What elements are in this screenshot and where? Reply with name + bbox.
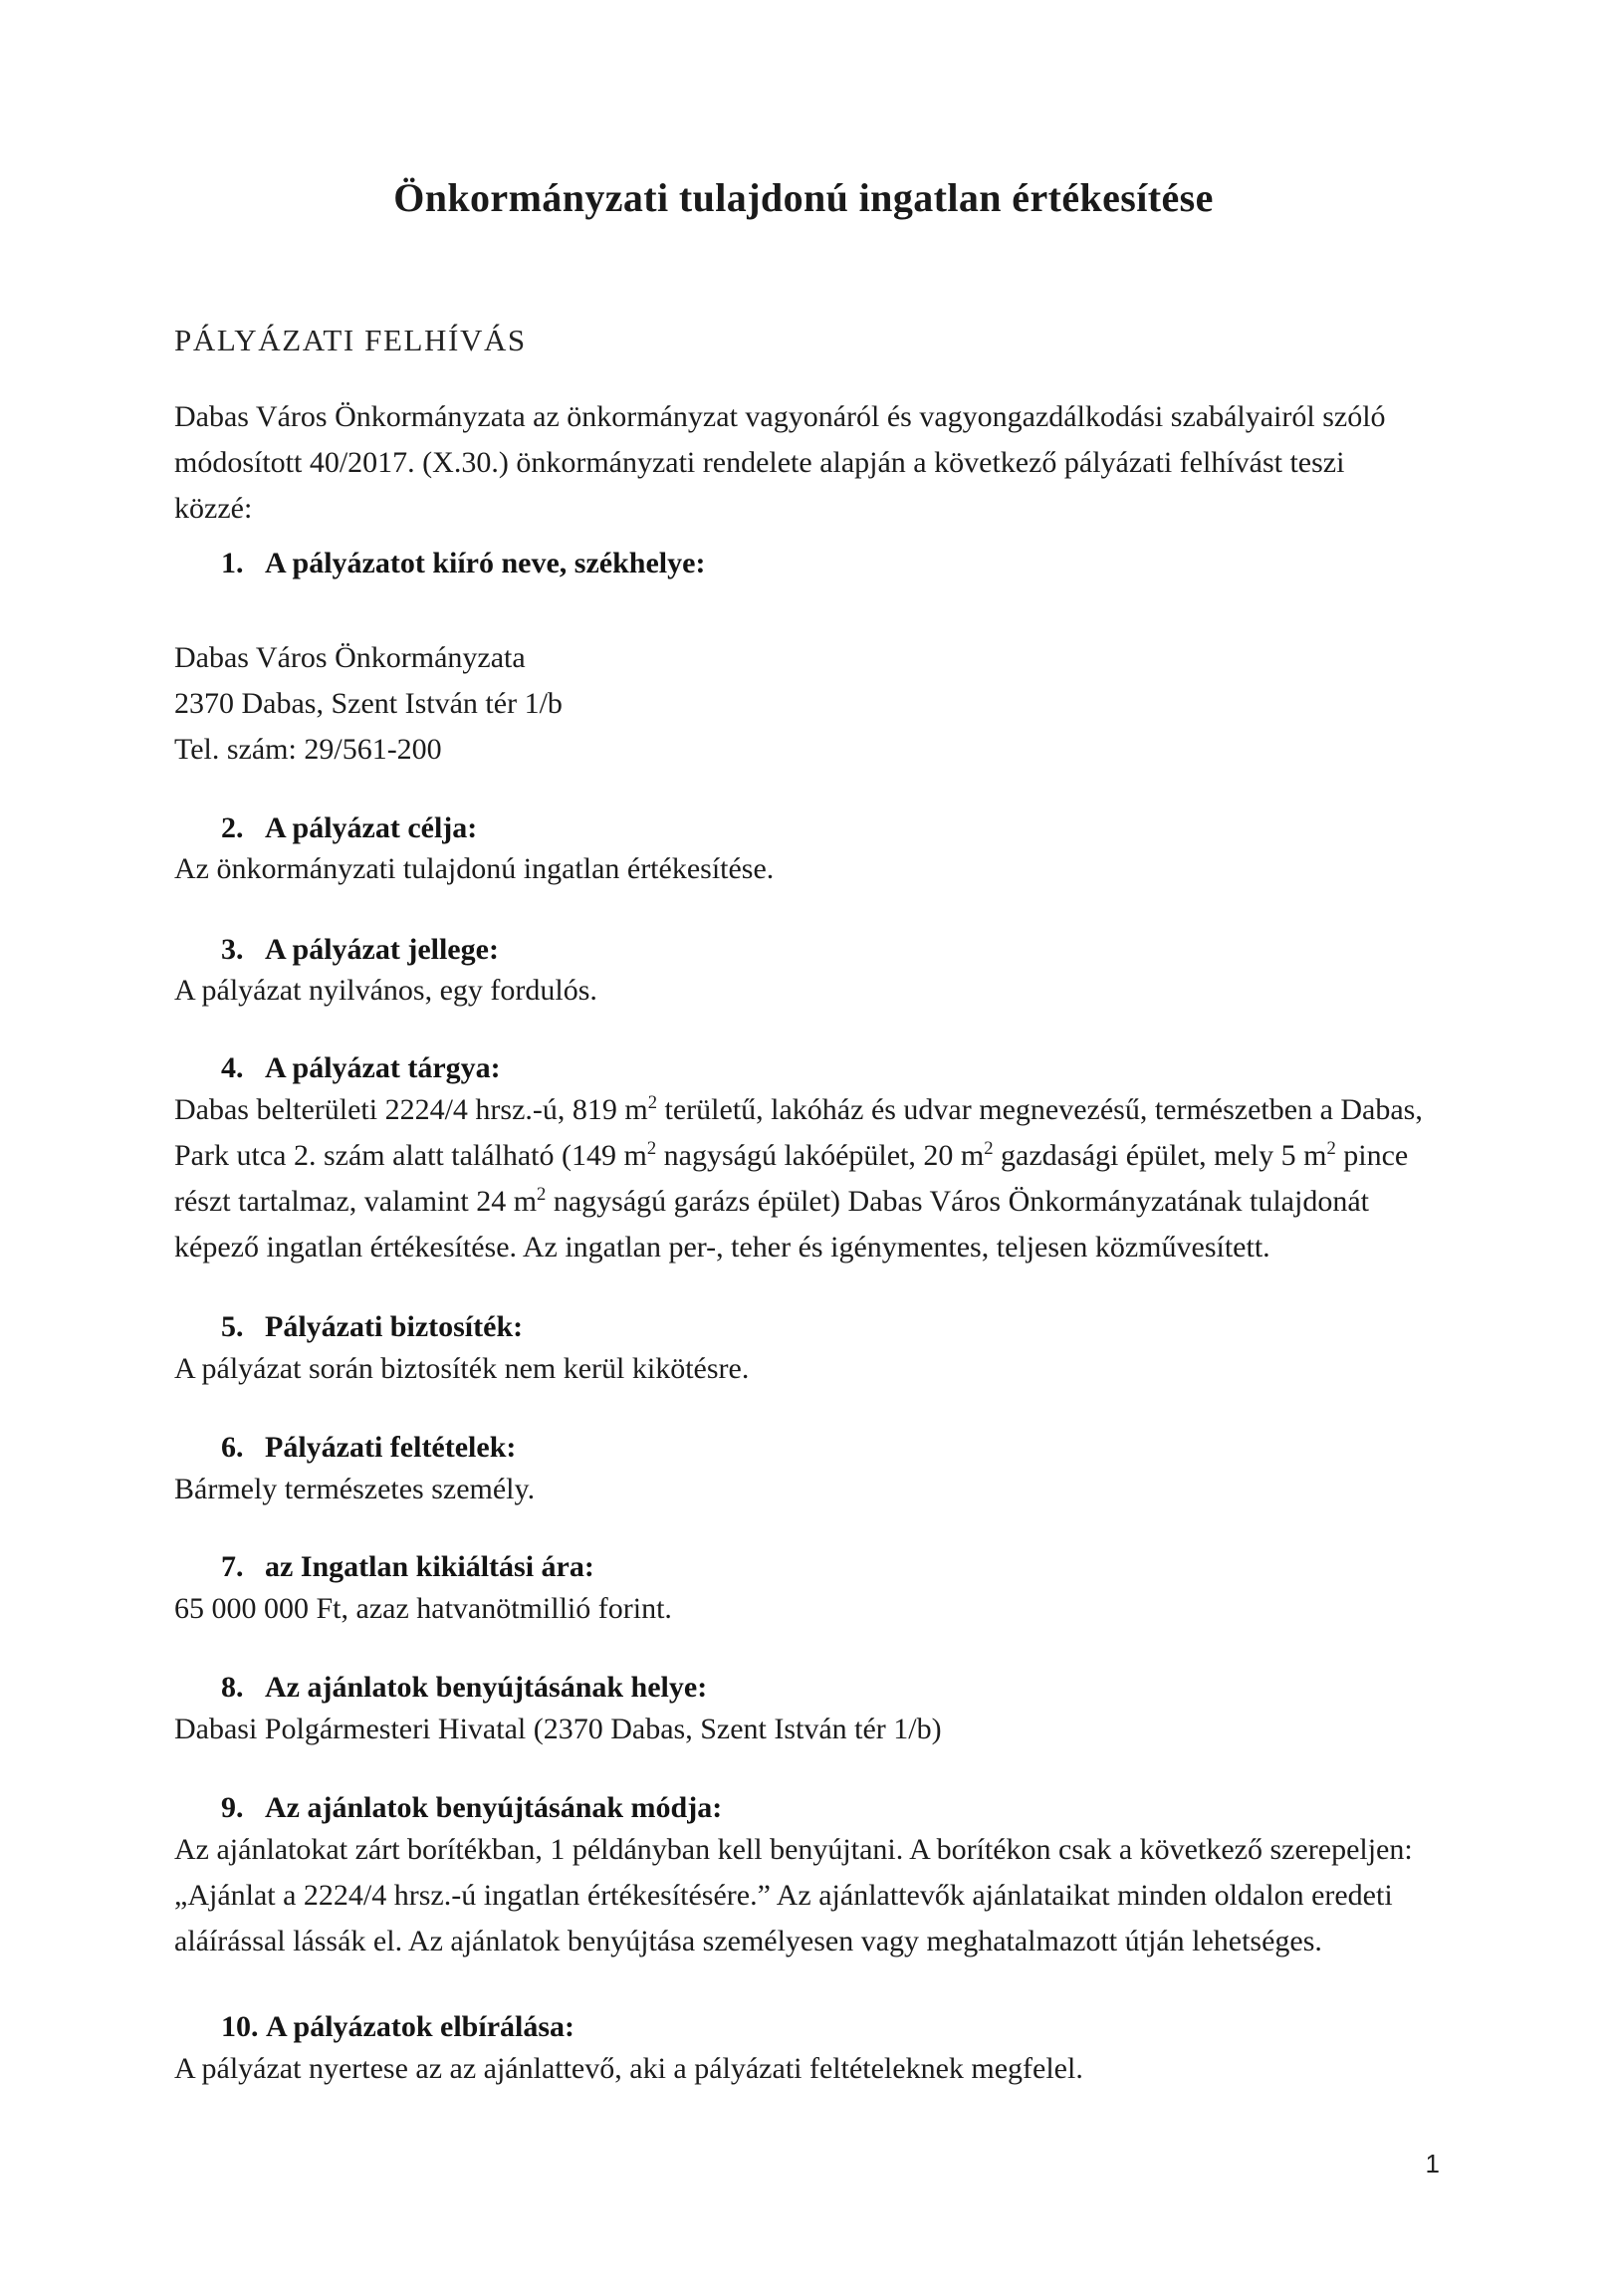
section-title-6: Pályázati feltételek: — [265, 1431, 517, 1464]
section-number-8: 8. — [221, 1671, 251, 1704]
section-body-4: Dabas belterületi 2224/4 hrsz.-ú, 819 $m^2$ területű, lakóház és udvar megnevezésű, természetben a Dabas, Park utca 2. szám alatt található (149 $m^2$ nagyságú lakóépület, 20 $m^2$ gazdasági épület, mely 5 $m^2$ pince részt tartalmaz, valamint 24 $m^2$ nagyságú garázs épület) Dabas Város Önkormányzatának tulajdonát képező ingatlan értékesítése. Az ingatlan per-, teher és igénymentes, teljesen közművesített. — [174, 1092, 1423, 1263]
section-number-7: 7. — [221, 1550, 251, 1583]
section-body-9: Az ajánlatokat zárt borítékban, 1 példányban kell benyújtani. A borítékon csak a következő szerepeljen: „Ajánlat a 2224/4 hrsz.-ú ingatlan értékesítésére.” Az ajánlattevők ajánlataikat minden oldalon eredeti aláírással lássák el. Az ajánlatok benyújtása személyesen vagy meghatalmazott útján lehetséges. — [174, 1833, 1413, 1957]
section-title-8: Az ajánlatok benyújtásának helye: — [265, 1671, 708, 1704]
section-number-2: 2. — [221, 811, 251, 844]
section-title-3: A pályázat jellege: — [265, 933, 499, 966]
section-body-2: Az önkormányzati tulajdonú ingatlan értékesítése. — [174, 852, 775, 885]
document-subtitle: PÁLYÁZATI FELHÍVÁS — [174, 323, 527, 357]
section-title-1: A pályázatot kiíró neve, székhelye: — [265, 547, 706, 579]
section-body-1-line-3: Tel. szám: 29/561-200 — [174, 733, 442, 766]
section-number-9: 9. — [221, 1791, 251, 1824]
section-body-6: Bármely természetes személy. — [174, 1473, 536, 1505]
section-title-7: az Ingatlan kikiáltási ára: — [265, 1550, 594, 1583]
section-title-5: Pályázati biztosíték: — [265, 1310, 524, 1343]
section-number-3: 3. — [221, 933, 251, 966]
section-heading-8 — [221, 1665, 707, 1711]
section-heading-1 — [221, 541, 705, 586]
section-body-5: A pályázat során biztosíték nem kerül kikötésre. — [174, 1352, 750, 1385]
section-heading-4 — [221, 1045, 501, 1091]
section-number-10: 10. — [221, 2010, 266, 2043]
section-number-1: 1. — [221, 547, 251, 579]
page-title: Önkormányzati tulajdonú ingatlan értékesítése — [393, 174, 1214, 220]
section-body-3: A pályázat nyilvános, egy fordulós. — [174, 974, 597, 1007]
section-heading-2 — [221, 805, 477, 851]
section-number-4: 4. — [221, 1051, 251, 1084]
section-title-9: Az ajánlatok benyújtásának módja: — [265, 1791, 723, 1824]
section-body-7: 65 000 000 Ft, azaz hatvanötmillió forint. — [174, 1592, 672, 1625]
section-heading-6 — [221, 1425, 516, 1471]
section-heading-3 — [221, 927, 499, 973]
section-heading-7 — [221, 1544, 594, 1590]
intro-paragraph: Dabas Város Önkormányzata az önkormányzat vagyonáról és vagyongazdálkodási szabályairól szóló módosított 40/2017. (X.30.) önkormányzati rendelete alapján a következő pályázati felhívást teszi közzé: — [174, 400, 1386, 525]
page-number: 1 — [1425, 2149, 1440, 2179]
section-title-10: A pályázatok elbírálása: — [266, 2010, 575, 2043]
section-body-8: Dabasi Polgármesteri Hivatal (2370 Dabas, Szent István tér 1/b) — [174, 1713, 942, 1745]
section-heading-5 — [221, 1304, 523, 1350]
section-title-4: A pályázat tárgya: — [265, 1051, 501, 1084]
section-body-1-line-2: 2370 Dabas, Szent István tér 1/b — [174, 687, 563, 720]
section-heading-10 — [221, 2004, 574, 2050]
section-heading-9 — [221, 1785, 722, 1831]
section-body-10: A pályázat nyertese az az ajánlattevő, aki a pályázati feltételeknek megfelel. — [174, 2052, 1083, 2085]
section-number-6: 6. — [221, 1431, 251, 1464]
section-number-5: 5. — [221, 1310, 251, 1343]
section-title-2: A pályázat célja: — [265, 811, 478, 844]
section-body-1-line-1: Dabas Város Önkormányzata — [174, 641, 526, 674]
